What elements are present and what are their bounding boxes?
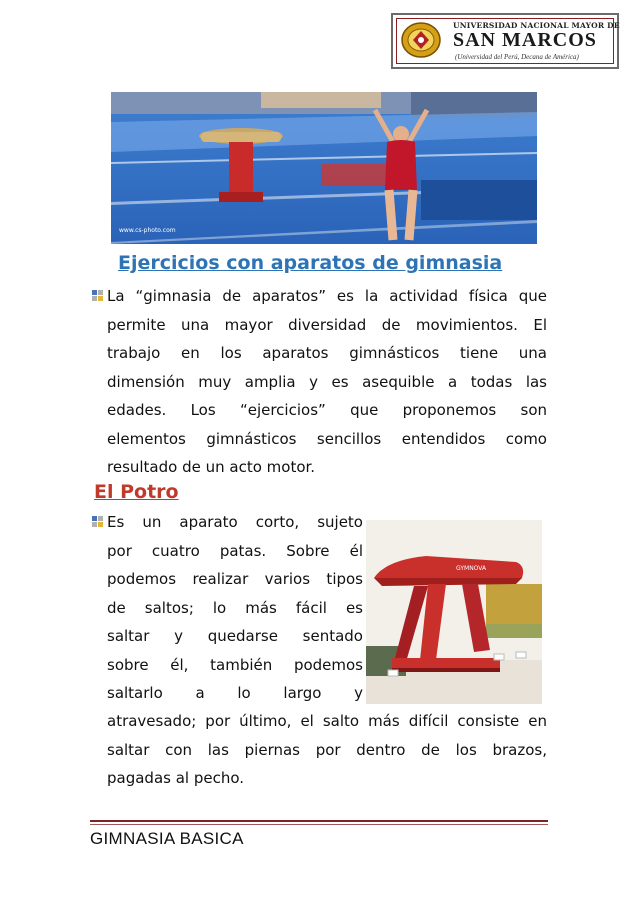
paragraph-line: resultado de un acto motor. — [107, 458, 316, 476]
paragraph-line: trabajo en los aparatos gimnásticos tiene una — [107, 344, 547, 362]
paragraph-aparatos — [107, 282, 547, 482]
paragraph-line: saltarlo a lo largo y — [107, 684, 363, 702]
paragraph-line: La “gimnasia de aparatos” es la actividad física que — [107, 287, 547, 305]
logo-line2: SAN MARCOS — [453, 29, 597, 51]
paragraph-line: dimensión muy amplia y es asequible a todas las — [107, 372, 547, 391]
paragraph-line: permite una mayor diversidad de movimientos. El — [107, 315, 547, 334]
paragraph-line: edades. Los “ejercicios” que proponemos son — [107, 401, 547, 419]
svg-text:www.cs-photo.com: www.cs-photo.com — [119, 227, 176, 234]
paragraph-line: de saltos; lo más fácil es — [107, 598, 363, 617]
paragraph-line: saltar y quedarse sentado — [107, 627, 363, 645]
footer-rule-thin — [90, 824, 548, 825]
university-seal-icon — [399, 20, 443, 60]
logo-line3: (Universidad del Perú, Decana de América) — [455, 53, 579, 61]
university-logo — [391, 13, 619, 69]
section-title-potro: El Potro — [94, 481, 179, 503]
pommel-horse-photo — [366, 520, 542, 704]
paragraph-potro-full — [107, 707, 547, 793]
bullet-icon — [91, 289, 105, 303]
paragraph-line: Es un aparato corto, sujeto — [107, 513, 363, 531]
gymnast-vault-photo — [111, 92, 537, 244]
svg-text:GYMNOVA: GYMNOVA — [456, 565, 487, 572]
paragraph-potro-wrap — [107, 508, 363, 708]
logo-line1: UNIVERSIDAD NACIONAL MAYOR DE — [453, 21, 620, 30]
footer-rule — [90, 820, 548, 822]
paragraph-line: por cuatro patas. Sobre él — [107, 541, 363, 560]
footer-title: GIMNASIA BASICA — [90, 829, 244, 848]
paragraph-line: podemos realizar varios tipos — [107, 570, 363, 588]
bullet-icon — [91, 515, 105, 529]
paragraph-line: atravesado; por último, el salto más difícil consiste en — [107, 712, 547, 730]
paragraph-line: saltar con las piernas por dentro de los brazos, — [107, 740, 547, 759]
paragraph-line: elementos gimnásticos sencillos entendidos como — [107, 429, 547, 448]
paragraph-line: pagadas al pecho. — [107, 769, 245, 787]
section-title-aparatos: Ejercicios con aparatos de gimnasia — [118, 252, 503, 274]
paragraph-line: sobre él, también podemos — [107, 655, 363, 674]
